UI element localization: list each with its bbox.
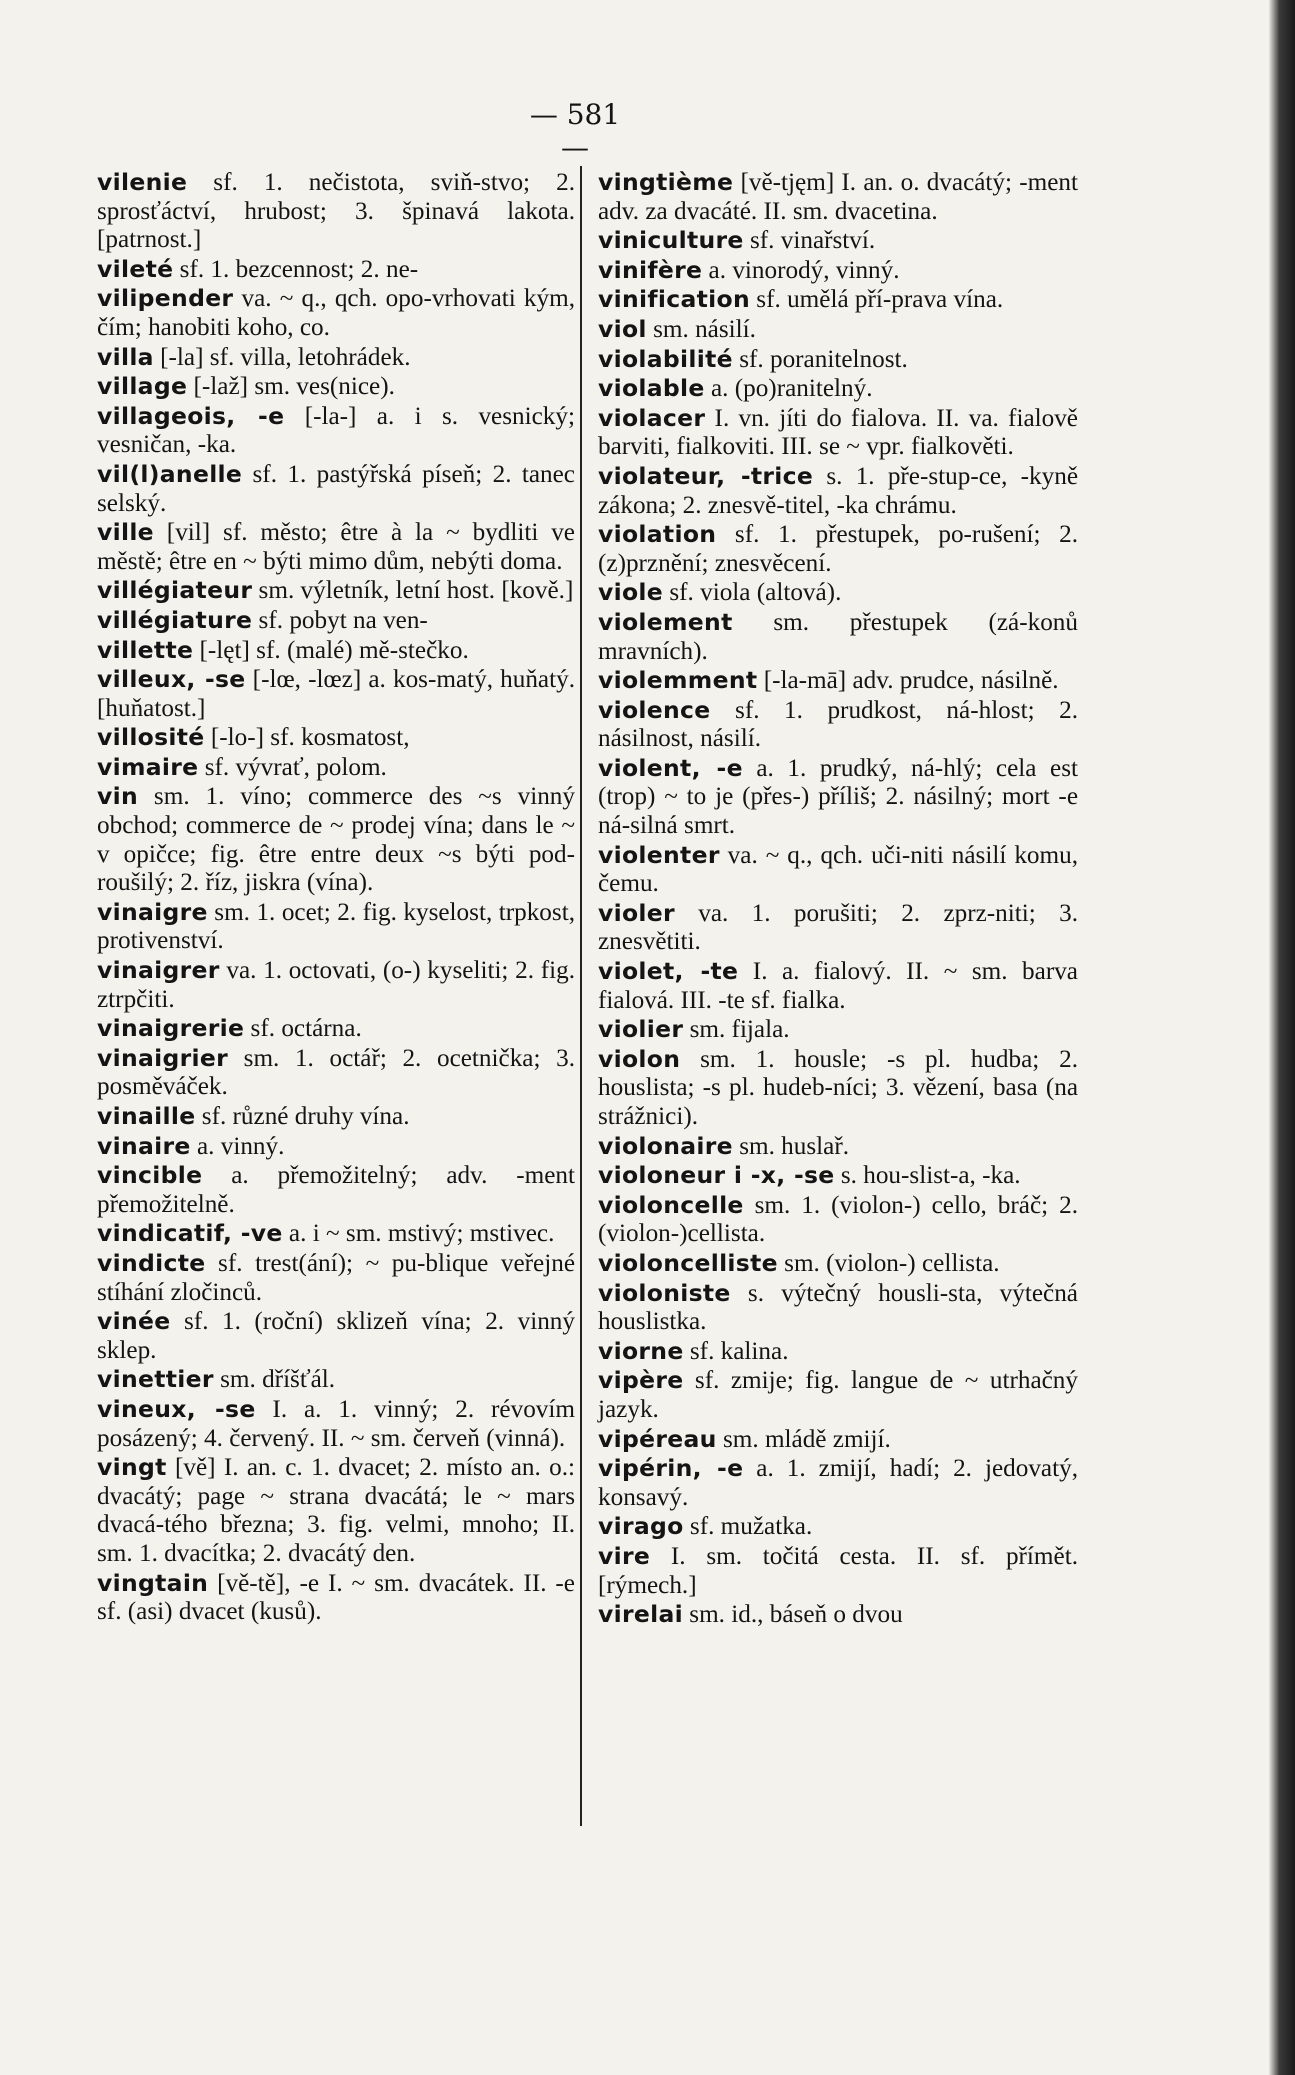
entry-headword: vineux, -se bbox=[97, 1394, 256, 1423]
entry-headword: viorne bbox=[598, 1336, 684, 1365]
dictionary-entry bbox=[97, 168, 575, 255]
dictionary-entry bbox=[598, 345, 1078, 375]
dictionary-entry bbox=[598, 1600, 1078, 1630]
entry-headword: violier bbox=[598, 1015, 684, 1044]
entry-headword: villégiature bbox=[97, 605, 253, 634]
page-edge-shadow bbox=[1269, 0, 1295, 2075]
entry-definition: sm. 1. ocet; 2. fig. kyselost, trpkost, protivenství. bbox=[97, 898, 575, 955]
entry-definition: [vě-tjęm] I. an. o. dvacátý; -ment adv. za dvacáté. II. sm. dvacetina. bbox=[598, 169, 1078, 225]
entry-headword: vindicte bbox=[97, 1248, 206, 1277]
entry-definition: sm. výletník, letní host. [kově.] bbox=[252, 577, 574, 605]
dictionary-entry bbox=[598, 1161, 1078, 1191]
dictionary-entry bbox=[598, 1279, 1078, 1337]
entry-headword: violation bbox=[598, 520, 717, 549]
entry-definition: sf. vývrať, polom. bbox=[198, 753, 387, 781]
dictionary-entry bbox=[598, 1425, 1078, 1455]
column-divider bbox=[580, 166, 582, 1826]
entry-definition: sf. vinařství. bbox=[743, 227, 876, 255]
entry-definition: sf. kalina. bbox=[683, 1337, 789, 1365]
dictionary-entry bbox=[598, 608, 1078, 666]
dictionary-entry bbox=[97, 1132, 575, 1162]
entry-definition: [-la-mā] adv. prudce, násilně. bbox=[757, 667, 1059, 695]
dictionary-entry bbox=[598, 256, 1078, 286]
entry-definition: a. i ~ sm. mstivý; mstivec. bbox=[282, 1220, 555, 1248]
dictionary-entry bbox=[598, 226, 1078, 256]
entry-headword: vinaille bbox=[97, 1102, 196, 1130]
dictionary-entry bbox=[598, 1512, 1078, 1542]
entry-headword: violabilité bbox=[598, 344, 733, 373]
entry-definition: sm. dříšťál. bbox=[213, 1366, 336, 1394]
entry-headword: violoneur i -x, -se bbox=[598, 1161, 835, 1190]
entry-definition: s. hou-slist-a, -ka. bbox=[834, 1162, 1021, 1190]
entry-definition: va. 1. porušiti; 2. zprz-niti; 3. znesvětiti. bbox=[598, 899, 1078, 956]
dictionary-entry bbox=[598, 1132, 1078, 1162]
right-column bbox=[598, 168, 1078, 1630]
dictionary-entry bbox=[598, 374, 1078, 404]
dictionary-entry bbox=[97, 1161, 575, 1219]
entry-definition: sf. pobyt na ven- bbox=[252, 606, 428, 634]
entry-headword: vinifère bbox=[598, 255, 703, 284]
entry-definition: va. ~ q., qch. opo-vrhovati kým, čím; hanobiti koho, co. bbox=[97, 285, 575, 341]
entry-headword: villette bbox=[97, 635, 194, 664]
dictionary-entry bbox=[598, 696, 1078, 754]
entry-definition: I. a. fialový. II. ~ sm. barva fialová. III. -te sf. fialka. bbox=[598, 958, 1078, 1014]
entry-headword: violoniste bbox=[598, 1278, 731, 1307]
entry-definition: [-laž] sm. ves(nice). bbox=[187, 373, 395, 401]
entry-headword: violemment bbox=[598, 666, 758, 695]
entry-headword: vinaigre bbox=[97, 897, 208, 926]
entry-headword: virago bbox=[598, 1512, 684, 1541]
entry-definition: sf. trest(ání); ~ pu-blique veřejné stíhání zločinců. bbox=[97, 1249, 575, 1306]
entry-definition: a. (po)ranitelný. bbox=[704, 375, 873, 403]
dictionary-entry bbox=[598, 578, 1078, 608]
dictionary-entry bbox=[97, 1307, 575, 1365]
dictionary-entry bbox=[598, 754, 1078, 841]
entry-headword: violer bbox=[598, 898, 675, 927]
dictionary-entry bbox=[598, 1454, 1078, 1512]
entry-headword: violateur, -trice bbox=[598, 461, 814, 490]
entry-headword: vin bbox=[97, 782, 139, 811]
entry-definition: [-lœ, -lœz] a. kos-matý, huňatý. [huňatost.] bbox=[97, 666, 576, 722]
entry-headword: vingt bbox=[97, 1453, 167, 1482]
entry-definition: sf. zmije; fig. langue de ~ utrhačný jazyk. bbox=[598, 1367, 1078, 1423]
dictionary-entry bbox=[598, 899, 1078, 957]
entry-headword: vinaigrer bbox=[97, 956, 220, 985]
entry-headword: vingtain bbox=[97, 1568, 209, 1597]
entry-headword: vileté bbox=[97, 254, 174, 283]
entry-headword: viniculture bbox=[598, 226, 744, 255]
dictionary-entry bbox=[598, 1542, 1078, 1600]
entry-definition: s. výtečný housli-sta, výtečná houslistka. bbox=[598, 1279, 1078, 1336]
entry-headword: violoncelliste bbox=[598, 1248, 778, 1277]
dictionary-entry bbox=[97, 956, 575, 1014]
dictionary-entry bbox=[598, 1045, 1078, 1132]
dictionary-entry bbox=[97, 1219, 575, 1249]
dictionary-entry bbox=[97, 1102, 575, 1132]
entry-definition: [vě] I. an. c. 1. dvacet; 2. místo an. o.: dvacátý; page ~ strana dvacátá; le ~ mars dvacá-tého března; 3. fig. velmi, mnoho; II. sm. 1. dvacítka; 2. dvacátý den. bbox=[97, 1454, 575, 1567]
entry-definition: sm. 1. (violon-) cello, bráč; 2. (violon-)cellista. bbox=[598, 1191, 1078, 1248]
entry-definition: sm. huslař. bbox=[732, 1132, 850, 1160]
entry-definition: [vil] sf. město; être à la ~ bydliti ve městě; être en ~ býti mimo dům, nebýti doma. bbox=[97, 519, 575, 575]
entry-definition: sf. 1. prudkost, ná-hlost; 2. násilnost, násilí. bbox=[598, 696, 1078, 753]
dictionary-entry bbox=[97, 576, 575, 606]
entry-definition: s. 1. pře-stup-ce, -kyně zákona; 2. znesvě-titel, -ka chrámu. bbox=[598, 462, 1078, 519]
entry-definition: I. sm. točitá cesta. II. sf. přímět. [rýmech.] bbox=[598, 1542, 1078, 1599]
dictionary-entry bbox=[97, 1569, 575, 1627]
entry-headword: villeux, -se bbox=[97, 665, 246, 694]
dictionary-entry bbox=[598, 957, 1078, 1015]
entry-definition: sf. různé druhy vína. bbox=[195, 1103, 410, 1130]
entry-definition: a. vinorodý, vinný. bbox=[702, 256, 900, 284]
entry-headword: violent, -e bbox=[598, 753, 743, 782]
entry-definition: sm. fijala. bbox=[683, 1016, 790, 1044]
entry-headword: vingtième bbox=[598, 168, 734, 196]
entry-headword: villégiateur bbox=[97, 576, 253, 605]
dictionary-entry bbox=[598, 168, 1078, 226]
dictionary-entry bbox=[598, 404, 1078, 462]
entry-definition: sf. 1. pastýřská píseň; 2. tanec selský. bbox=[97, 460, 575, 517]
entry-headword: vinaigrerie bbox=[97, 1014, 245, 1043]
dictionary-entry bbox=[97, 782, 575, 897]
entry-definition: sf. 1. (roční) sklizeň vína; 2. vinný sklep. bbox=[97, 1308, 575, 1364]
entry-definition: I. vn. jíti do fialova. II. va. fialově barviti, fialkoviti. III. se ~ vpr. fialkověti. bbox=[598, 404, 1078, 461]
dictionary-entry bbox=[97, 518, 575, 576]
entry-headword: vilipender bbox=[97, 284, 234, 313]
entry-headword: vinaigrier bbox=[97, 1043, 229, 1072]
dictionary-entry bbox=[598, 285, 1078, 315]
dictionary-entry bbox=[97, 1365, 575, 1395]
entry-definition: [vě-tě], -e I. ~ sm. dvacátek. II. -e sf. (asi) dvacet (kusů). bbox=[97, 1569, 575, 1626]
entry-headword: violable bbox=[598, 374, 705, 403]
entry-headword: vipéreau bbox=[598, 1424, 717, 1453]
entry-headword: vire bbox=[598, 1541, 651, 1570]
entry-headword: vilenie bbox=[97, 168, 188, 196]
dictionary-entry bbox=[97, 1453, 575, 1568]
entry-definition: [-lo-] sf. kosmatost, bbox=[204, 724, 410, 752]
entry-definition: sf. poranitelnost. bbox=[732, 345, 908, 373]
dictionary-entry bbox=[97, 1249, 575, 1307]
entry-definition: sf. 1. bezcennost; 2. ne- bbox=[173, 255, 419, 283]
entry-headword: violement bbox=[598, 607, 733, 636]
entry-headword: villageois, -e bbox=[97, 401, 285, 430]
dictionary-entry bbox=[598, 462, 1078, 520]
entry-definition: sf. 1. přestupek, po-rušení; 2. (z)prznění; znesvěcení. bbox=[598, 521, 1078, 577]
dictionary-entry bbox=[598, 1337, 1078, 1367]
entry-headword: vinaire bbox=[97, 1131, 191, 1160]
entry-headword: ville bbox=[97, 518, 154, 547]
entry-headword: vipérin, -e bbox=[598, 1454, 744, 1483]
entry-definition: sm. násilí. bbox=[646, 315, 756, 343]
dictionary-entry bbox=[97, 723, 575, 753]
entry-headword: vinettier bbox=[97, 1365, 214, 1394]
entry-definition: a. 1. zmijí, hadí; 2. jedovatý, konsavý. bbox=[598, 1455, 1078, 1511]
entry-definition: I. a. 1. vinný; 2. révovím posázený; 4. červený. II. ~ sm. červeň (vinná). bbox=[97, 1395, 575, 1452]
dictionary-entry bbox=[97, 606, 575, 636]
entry-headword: violonaire bbox=[598, 1131, 733, 1160]
dictionary-entry bbox=[97, 284, 575, 342]
dictionary-entry bbox=[598, 1191, 1078, 1249]
entry-definition: sf. viola (altová). bbox=[663, 579, 842, 607]
entry-headword: violence bbox=[598, 695, 711, 724]
page-number: — 581 — bbox=[529, 98, 621, 164]
entry-definition: sf. mužatka. bbox=[683, 1513, 813, 1541]
entry-headword: vincible bbox=[97, 1161, 203, 1190]
entry-headword: violon bbox=[598, 1044, 681, 1073]
entry-headword: vipère bbox=[598, 1366, 684, 1395]
entry-definition: sm. 1. octář; 2. ocetnička; 3. posměváček. bbox=[97, 1044, 575, 1101]
dictionary-entry bbox=[97, 898, 575, 956]
dictionary-entry bbox=[97, 1014, 575, 1044]
entry-headword: viole bbox=[598, 578, 664, 607]
dictionary-entry bbox=[97, 1395, 575, 1453]
entry-definition: sm. 1. housle; -s pl. hudba; 2. houslista; -s pl. hudeb-níci; 3. vězení, basa (na strážnici). bbox=[598, 1045, 1078, 1130]
dictionary-entry bbox=[97, 372, 575, 402]
entry-headword: virelai bbox=[598, 1600, 683, 1629]
entry-definition: va. ~ q., qch. uči-niti násilí komu, čemu. bbox=[598, 841, 1078, 898]
entry-definition: sf. octárna. bbox=[244, 1015, 362, 1043]
dictionary-entry bbox=[97, 1044, 575, 1102]
entry-headword: villosité bbox=[97, 723, 205, 752]
entry-definition: sm. (violon-) cellista. bbox=[777, 1249, 1000, 1277]
entry-headword: vinée bbox=[97, 1307, 171, 1336]
entry-definition: a. 1. prudký, ná-hlý; cela est (trop) ~ to je (přes-) příliš; 2. násilný; mort -e ná-silná smrt. bbox=[598, 754, 1078, 840]
entry-definition: sf. 1. nečistota, sviň-stvo; 2. sprosťáctví, hrubost; 3. špinavá lakota. [patrnost.] bbox=[97, 169, 575, 254]
dictionary-entry bbox=[97, 665, 575, 723]
entry-definition: [-la-] a. i s. vesnický; vesničan, -ka. bbox=[97, 402, 575, 459]
entry-headword: violoncelle bbox=[598, 1190, 744, 1219]
entry-headword: violacer bbox=[598, 403, 706, 432]
entry-headword: vindicatif, -ve bbox=[97, 1219, 283, 1248]
dictionary-entry bbox=[598, 1015, 1078, 1045]
dictionary-entry bbox=[598, 1249, 1078, 1279]
entry-headword: viol bbox=[598, 314, 647, 343]
entry-headword: violet, -te bbox=[598, 957, 739, 986]
entry-definition: sm. id., báseň o dvou bbox=[682, 1601, 903, 1629]
dictionary-entry bbox=[97, 255, 575, 285]
dictionary-entry bbox=[598, 841, 1078, 899]
entry-headword: vil(l)anelle bbox=[97, 459, 243, 488]
left-column bbox=[97, 168, 575, 1627]
dictionary-entry bbox=[598, 666, 1078, 696]
entry-definition: sm. mládě zmijí. bbox=[716, 1425, 891, 1453]
dictionary-entry bbox=[97, 636, 575, 666]
entry-headword: violenter bbox=[598, 840, 720, 869]
dictionary-entry bbox=[598, 1366, 1078, 1424]
entry-headword: vimaire bbox=[97, 752, 199, 781]
entry-definition: sm. 1. víno; commerce des ~s vinný obchod; commerce de ~ prodej vína; dans le ~ v opičce; fig. être entre deux ~s býti pod-roušilý; 2. říz, jiskra (vína). bbox=[97, 783, 575, 897]
entry-definition: a. přemožitelný; adv. -ment přemožitelně. bbox=[97, 1162, 575, 1218]
dictionary-entry bbox=[97, 402, 575, 460]
dictionary-entry bbox=[598, 315, 1078, 345]
entry-headword: villa bbox=[97, 342, 154, 371]
entry-headword: village bbox=[97, 372, 188, 401]
entry-definition: sm. přestupek (zá-konů mravních). bbox=[598, 608, 1078, 665]
dictionary-entry bbox=[97, 460, 575, 518]
entry-definition: a. vinný. bbox=[190, 1132, 285, 1160]
dictionary-entry bbox=[97, 343, 575, 373]
dictionary-entry bbox=[598, 520, 1078, 578]
entry-definition: [-lęt] sf. (malé) mě-stečko. bbox=[193, 636, 469, 664]
entry-definition: [-la] sf. villa, letohrádek. bbox=[153, 343, 411, 371]
entry-headword: vinification bbox=[598, 285, 750, 314]
entry-definition: sf. umělá pří-prava vína. bbox=[750, 286, 1004, 314]
entry-definition: va. 1. octovati, (o-) kyseliti; 2. fig. ztrpčiti. bbox=[97, 957, 575, 1013]
dictionary-entry bbox=[97, 753, 575, 783]
